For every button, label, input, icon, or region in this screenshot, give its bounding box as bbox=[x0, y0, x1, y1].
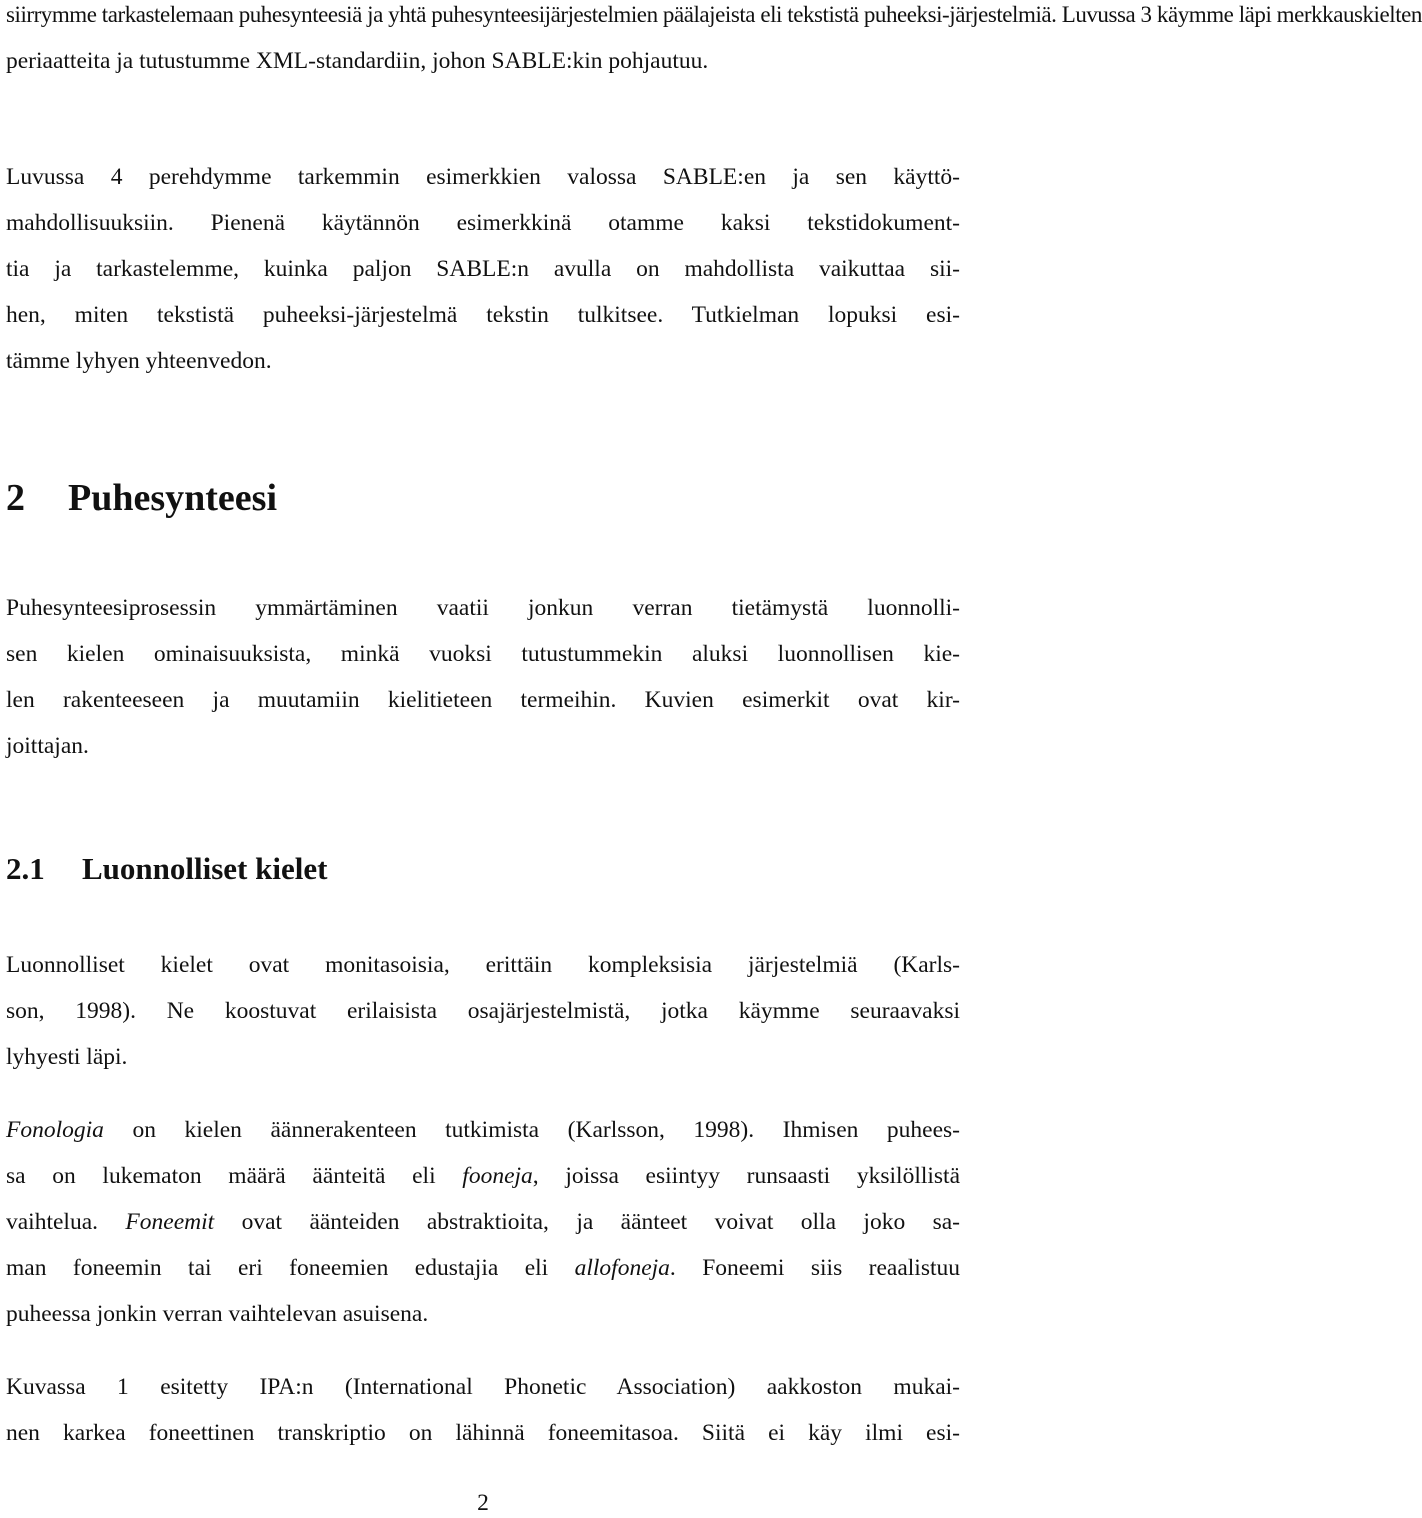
text-line: hen, miten tekstistä puheeksi-järjestelmä tekstin tulkitsee. Tutkielman lopuksi esi- bbox=[6, 302, 960, 328]
phonology-paragraph bbox=[6, 1107, 960, 1337]
text-fragment: on kielen äännerakenteen tutkimista (Karlsson, 1998). Ihmisen puhees- bbox=[103, 1117, 960, 1143]
subsection-heading bbox=[6, 846, 327, 892]
text-fragment: vaihtelua. bbox=[6, 1209, 126, 1235]
term-foneemit: Foneemit bbox=[125, 1209, 215, 1235]
text-line: len rakenteeseen ja muutamiin kielitieteen termeihin. Kuvien esimerkit ovat kir- bbox=[6, 687, 960, 713]
text-line: Puhesynteesiprosessin ymmärtäminen vaatii jonkun verran tietämystä luonnolli- bbox=[6, 595, 960, 621]
text-line: nen karkea foneettinen transkriptio on lähinnä foneemitasoa. Siitä ei käy ilmi esi- bbox=[6, 1420, 960, 1446]
section-title: Puhesynteesi bbox=[68, 477, 277, 519]
section-heading bbox=[6, 470, 277, 526]
natural-languages-paragraph bbox=[6, 942, 960, 1080]
text-line: Luvussa 4 perehdymme tarkemmin esimerkkien valossa SABLE:en ja sen käyttö- bbox=[6, 164, 960, 190]
text-line bbox=[6, 1245, 960, 1291]
text-line: tia ja tarkastelemme, kuinka paljon SABLE:n avulla on mahdollista vaikuttaa sii- bbox=[6, 256, 960, 282]
text-line: siirrymme tarkastelemaan puhesynteesiä ja yhtä puhesynteesijärjestelmien päälajeista eli tekstistä puheeksi-järjestelmiä. Luvussa 3 käymme läpi merkkauskielten bbox=[6, 2, 1422, 27]
term-fooneja: fooneja bbox=[462, 1163, 533, 1189]
term-fonologia: Fonologia bbox=[6, 1117, 104, 1143]
text-line: sen kielen ominaisuuksista, minkä vuoksi tutustummekin aluksi luonnollisen kie- bbox=[6, 641, 960, 667]
text-line: tämme lyhyen yhteenvedon. bbox=[6, 348, 272, 374]
subsection-number: 2.1 bbox=[6, 851, 45, 886]
text-line: joittajan. bbox=[6, 733, 89, 759]
text-line: lyhyesti läpi. bbox=[6, 1044, 128, 1070]
text-line: son, 1998). Ne koostuvat erilaisista osajärjestelmistä, jotka käymme seuraavaksi bbox=[6, 998, 960, 1024]
text-fragment: . Foneemi siis reaalistuu bbox=[669, 1255, 960, 1281]
text-fragment: man foneemin tai eri foneemien edustajia eli bbox=[6, 1255, 575, 1281]
text-line: Luonnolliset kielet ovat monitasoisia, erittäin kompleksisia järjestelmiä (Karls- bbox=[6, 952, 960, 978]
page-number: 2 bbox=[477, 1490, 489, 1516]
text-line: puheessa jonkin verran vaihtelevan asuisena. bbox=[6, 1301, 429, 1327]
text-line bbox=[6, 1107, 960, 1153]
text-line: Kuvassa 1 esitetty IPA:n (International Phonetic Association) aakkoston mukai- bbox=[6, 1374, 960, 1400]
term-allofoneja: allofoneja bbox=[574, 1255, 670, 1281]
text-line: periaatteita ja tutustumme XML-standardiin, johon SABLE:kin pohjautuu. bbox=[6, 48, 709, 74]
intro-paragraph bbox=[6, 0, 1422, 84]
subsection-title: Luonnolliset kielet bbox=[82, 851, 328, 886]
document-page bbox=[6, 0, 1422, 1518]
text-line bbox=[6, 1199, 960, 1245]
text-line: mahdollisuuksiin. Pienenä käytännön esimerkkinä otamme kaksi tekstidokument- bbox=[6, 210, 960, 236]
section-number: 2 bbox=[6, 477, 25, 519]
section2-paragraph bbox=[6, 585, 960, 769]
ipa-paragraph bbox=[6, 1364, 960, 1456]
text-fragment: sa on lukematon määrä äänteitä eli bbox=[6, 1163, 463, 1189]
text-line bbox=[6, 1153, 960, 1199]
chapter4-paragraph bbox=[6, 154, 960, 384]
text-fragment: ovat äänteiden abstraktioita, ja äänteet voivat olla joko sa- bbox=[214, 1209, 960, 1235]
text-fragment: , joissa esiintyy runsaasti yksilöllistä bbox=[532, 1163, 961, 1189]
